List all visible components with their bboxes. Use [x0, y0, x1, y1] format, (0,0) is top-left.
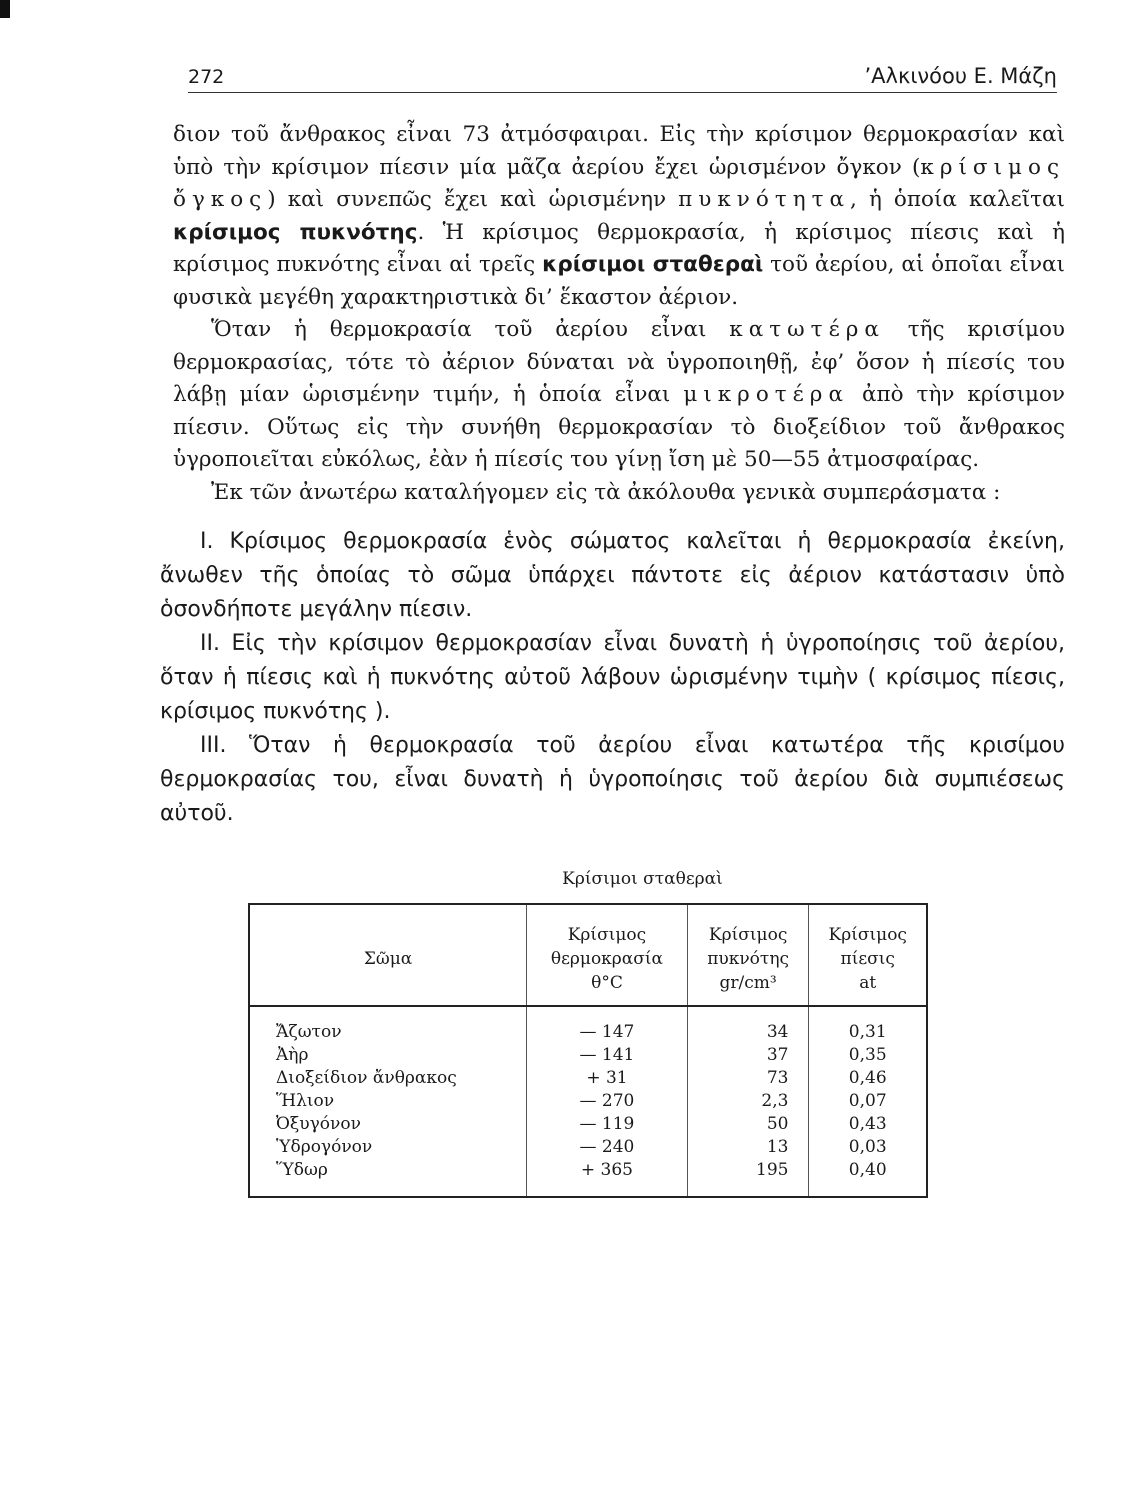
bold-term: κρίσιμος πυκνότης — [173, 219, 418, 245]
text-run: Ὅταν ἡ θερμοκρασία τοῦ ἀερίου εἶναι — [211, 317, 730, 342]
cell-density: 13 — [687, 1136, 809, 1159]
text-run: ἀπὸ τὴν κρίσιμον πίεσιν. Οὕτως εἰς τὴν συνήθη θερμοκρασίαν τὸ διοξείδιον τοῦ ἄνθρακος ὑγροποιεῖται εὐκόλως, ἐὰν ἡ πίεσίς του γίνῃ ἴση μὲ 50—55 ἀτμοσφαίρας. — [173, 382, 1065, 472]
cell-pressure: 0,40 — [809, 1159, 927, 1197]
header-body: Σῶμα — [249, 904, 527, 1006]
conclusion-3: III. Ὅταν ἡ θερμοκρασία τοῦ ἀερίου εἶναι κατωτέρα τῆς κρισίμου θερμοκρασίας του, εἶναι δυνατὴ ἡ ὑγροποίησις τοῦ ἀερίου διὰ συμπιέσεως αὐτοῦ. — [160, 733, 1065, 826]
header-line: Κρίσιμος — [708, 925, 788, 945]
text-run: τῆς κρισίμου θερμοκρασίας, τότε τὸ ἀέριον δύναται νὰ ὑγροποιηθῇ, ἐφ’ ὅσον ἡ πίεσίς του λάβῃ μίαν ὡρισμένην τιμήν, ἡ ὁποία εἶναι — [173, 317, 1065, 407]
cell-body: Ἥλιον — [276, 1091, 335, 1111]
scan-corner-mark — [0, 0, 10, 18]
header-line: θερμοκρασία — [550, 949, 664, 969]
conclusions-list — [160, 525, 1065, 831]
cell-body: Διοξείδιον ἄνθρακος — [276, 1068, 457, 1088]
cell-body: Ὑδρογόνον — [276, 1137, 373, 1157]
text-run: . Ἡ κρίσιμος θερμοκρασία, ἡ κρίσιμος πίεσις καὶ ἡ κρίσιμος πυκνότης εἶναι αἱ τρεῖς — [173, 219, 1065, 277]
cell-temp: — 240 — [527, 1136, 688, 1159]
cell-body: Ἄζωτον — [276, 1022, 342, 1042]
cell-density: 2,3 — [687, 1090, 809, 1113]
conclusion-1: I. Κρίσιμος θερμοκρασία ἑνὸς σώματος καλεῖται ἡ θερμοκρασία ἐκείνη, ἄνωθεν τῆς ὁποίας τὸ σῶμα ὑπάρχει πάντοτε εἰς ἀέριον κατάστασιν ὑπὸ ὁσονδήποτε μεγάλην πίεσιν. — [160, 529, 1065, 622]
body-text — [160, 119, 1065, 509]
cell-temp: — 147 — [527, 1006, 688, 1044]
cell-density: 34 — [687, 1006, 809, 1044]
page-number: 272 — [188, 66, 225, 88]
table-caption: Κρίσιμοι σταθεραὶ — [562, 869, 723, 889]
conclusion-2: II. Εἰς τὴν κρίσιμον θερμοκρασίαν εἶναι δυνατὴ ἡ ὑγροποίησις τοῦ ἀερίου, ὅταν ἡ πίεσις καὶ ἡ πυκνότης αὐτοῦ λάβουν ὡρισμένην τιμὴν ( κρίσιμος πίεσις, κρίσιμος πυκνότης ). — [160, 631, 1065, 724]
spaced-term: πυκνότητα — [678, 187, 851, 212]
table-row — [249, 1159, 927, 1197]
cell-density: 50 — [687, 1113, 809, 1136]
table-row — [249, 1113, 927, 1136]
table-header-row — [249, 904, 927, 1006]
table-row — [249, 1006, 927, 1044]
header-line: at — [859, 973, 877, 993]
page-header — [188, 64, 1057, 93]
cell-temp: + 31 — [527, 1067, 688, 1090]
critical-constants-table — [248, 903, 928, 1198]
cell-density: 73 — [687, 1067, 809, 1090]
cell-pressure: 0,07 — [809, 1090, 927, 1113]
header-line: Κρίσιμος — [828, 925, 907, 945]
paragraph-critical-density — [173, 119, 1065, 314]
header-line: θ°C — [591, 973, 623, 993]
text-run: διον τοῦ ἄνθρακος εἶναι 73 ἀτμόσφαιραι. Εἰς τὴν κρίσιμον θερμοκρασίαν καὶ ὑπὸ τὴν κρίσιμον πίεσιν μία μᾶζα ἀερίου ἔχει ὡρισμένον ὄγκον ( — [173, 122, 1065, 180]
table-row — [249, 1067, 927, 1090]
text-run: , ἡ ὁποία καλεῖται — [850, 187, 1065, 212]
header-line: Κρίσιμος — [567, 925, 647, 945]
cell-temp: — 141 — [527, 1044, 688, 1067]
running-head: ’Αλκινόου Ε. Μάζη — [864, 64, 1057, 88]
cell-body: Ἀὴρ — [276, 1045, 309, 1065]
header-line: πίεσις — [840, 949, 895, 969]
header-line: gr/cm³ — [719, 973, 777, 993]
cell-temp: + 365 — [527, 1159, 688, 1197]
table-row — [249, 1090, 927, 1113]
header-density — [687, 904, 809, 1006]
bold-term: κρίσιμοι σταθεραὶ — [542, 252, 764, 277]
book-page — [160, 64, 1065, 1198]
cell-density: 195 — [687, 1159, 809, 1197]
cell-pressure: 0,43 — [809, 1113, 927, 1136]
cell-pressure: 0,46 — [809, 1067, 927, 1090]
cell-temp: — 119 — [527, 1113, 688, 1136]
spaced-term: μικροτέρα — [683, 382, 849, 407]
table-row — [249, 1136, 927, 1159]
spaced-term: κατωτέρα — [729, 317, 885, 342]
cell-body: Ὕδωρ — [276, 1160, 328, 1180]
cell-density: 37 — [687, 1044, 809, 1067]
cell-body: Ὀξυγόνον — [276, 1114, 361, 1134]
cell-pressure: 0,03 — [809, 1136, 927, 1159]
paragraph-liquefaction — [173, 314, 1065, 477]
header-pressure — [809, 904, 927, 1006]
cell-pressure: 0,35 — [809, 1044, 927, 1067]
text-run: ) καὶ συνεπῶς ἔχει καὶ ὡρισμένην — [267, 187, 679, 212]
table-row — [249, 1044, 927, 1067]
cell-temp: — 270 — [527, 1090, 688, 1113]
header-line: πυκνότης — [707, 949, 790, 969]
text-run: τοῦ ἀερίου, αἱ ὁποῖαι εἶναι φυσικὰ μεγέθη χαρακτηριστικὰ δι’ ἕκαστον ἀέριον. — [173, 252, 1065, 310]
header-temp — [527, 904, 688, 1006]
cell-pressure: 0,31 — [809, 1006, 927, 1044]
paragraph-conclusions-intro: Ἐκ τῶν ἀνωτέρω καταλήγομεν εἰς τὰ ἀκόλουθα γενικὰ συμπεράσματα : — [211, 479, 1001, 505]
spaced-term: κρίσιμος ὄγκος — [173, 154, 1065, 212]
